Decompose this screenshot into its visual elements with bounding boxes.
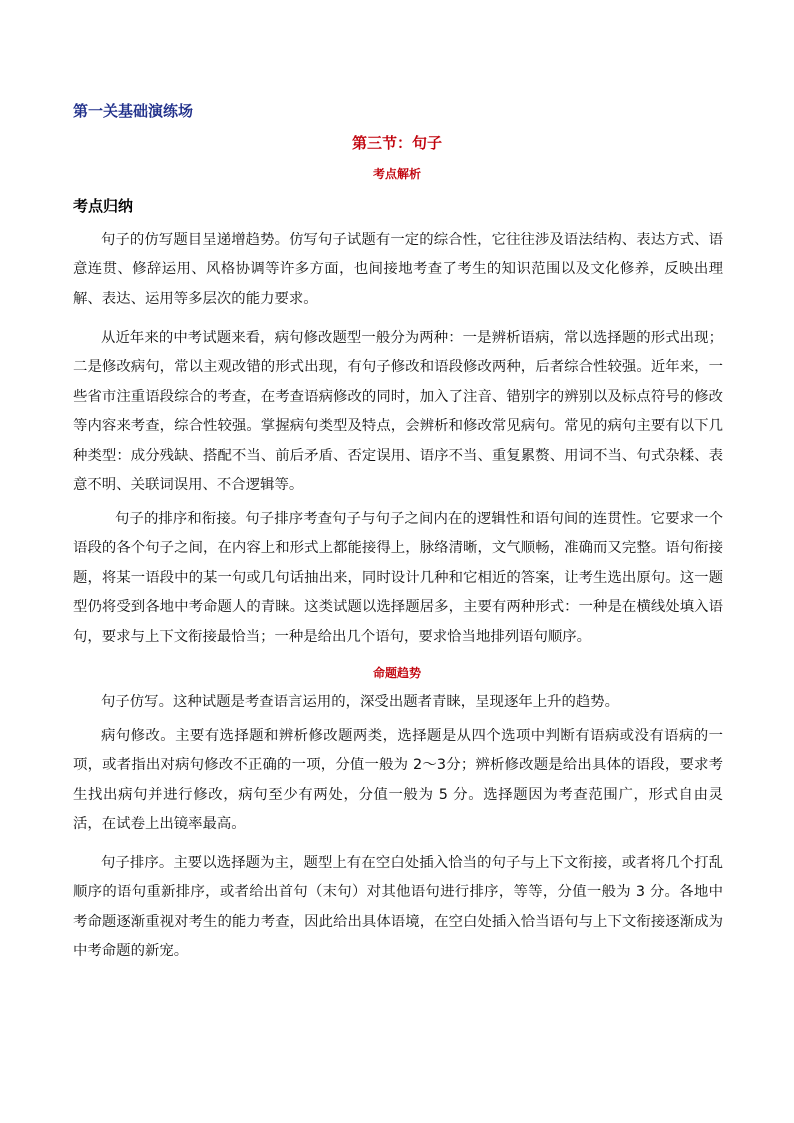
analysis-paragraph-error-correction: 从近年来的中考试题来看，病句修改题型一般分为两种：一是辨析语病，常以选择题的形式出现；二是修改病句，常以主观改错的形式出现，有句子修改和语段修改两种，后者综合性较强。近年来，一些省市注重语段综合的考查，在考查语病修改的同时，加入了注音、错别字的辨别以及标点符号的修改等内容来考查，综合性较强。掌握病句类型及特点，会辨析和修改常见病句。常见的病句主要有以下几种类型：成分残缺、搭配不当、前后矛盾、否定误用、语序不当、重复累赘、用词不当、句式杂糅、表意不明、关联词误用、不合逻辑等。 bbox=[73, 330, 723, 494]
analysis-paragraph-ordering: 句子的排序和衔接。句子排序考查句子与句子之间内在的逻辑性和语句间的连贯性。它要求一个语段的各个句子之间，在内容上和形式上都能接得上，脉络清晰，文气顺畅，准确而又完整。语句衔接题，将某一语段中的某一句或几句话抽出来，同时设计几种和它相近的答案，让考生选出原句。这一题型仍将受到各地中考命题人的青睐。这类试题以选择题居多，主要有两种形式：一种是在横线处填入语句，要求与上下文衔接最恰当；一种是给出几个语句，要求恰当地排列语句顺序。 bbox=[73, 511, 723, 645]
lesson-title: 第三节：句子 bbox=[351, 134, 442, 152]
trend-heading: 命题趋势 bbox=[372, 666, 421, 680]
trend-paragraph-ordering: 句子排序。主要以选择题为主，题型上有在空白处插入恰当的句子与上下文衔接，或者将几个打乱顺序的语句重新排序，或者给出首句（末句）对其他语句进行排序，等等，分值一般为 3 分。各地中考命题逐渐重视对考生的能力考查，因此给出具体语境，在空白处插入恰当语句与上下文衔接逐渐成为中考命题的新宠。 bbox=[73, 855, 723, 960]
trend-paragraph-error-correction: 病句修改。主要有选择题和辨析修改题两类，选择题是从四个选项中判断有语病或没有语病的一项，或者指出对病句修改不正确的一项，分值一般为 2～3分；辨析修改题是给出具体的语段，要求考生找出病句并进行修改，病句至少有两处，分值一般为 5 分。选择题因为考查范围广，形式自由灵活，在试卷上出镜率最高。 bbox=[73, 728, 723, 833]
section-title: 第一关基础演练场 bbox=[73, 102, 194, 120]
summary-title: 考点归纳 bbox=[73, 197, 134, 215]
analysis-paragraph-imitation: 句子的仿写题目呈递增趋势。仿写句子试题有一定的综合性，它往往涉及语法结构、表达方式、语意连贯、修辞运用、风格协调等许多方面，也间接地考查了考生的知识范围以及文化修养，反映出理解、表达、运用等多层次的能力要求。 bbox=[73, 232, 723, 307]
trend-paragraph-imitation: 句子仿写。这种试题是考查语言运用的，深受出题者青睐，呈现逐年上升的趋势。 bbox=[101, 694, 620, 710]
analysis-heading: 考点解析 bbox=[372, 167, 421, 181]
